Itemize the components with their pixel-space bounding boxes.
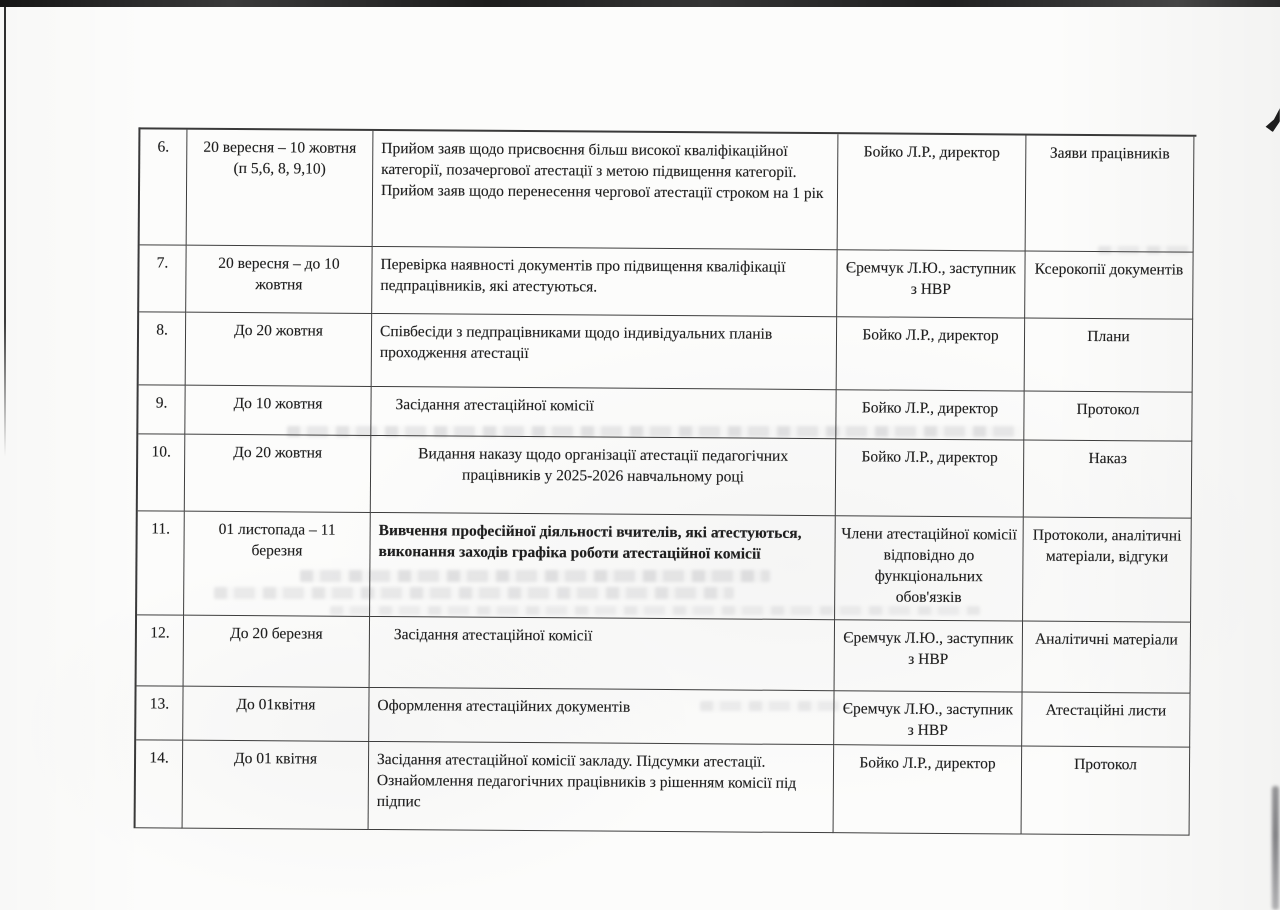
date-cell: До 10 жовтня [185,386,371,436]
output-document-cell: Наказ [1024,441,1193,519]
scanner-top-edge-bar [0,0,1280,7]
table-row [139,245,1195,319]
pen-mark-right-edge [1264,108,1280,132]
date-cell: До 20 жовтня [185,435,372,513]
row-number-cell: 14. [136,740,184,828]
responsible-cell: Єремчук Л.Ю., заступник з НВР [835,620,1023,692]
output-document-cell: Протокол [1024,392,1192,442]
row-number-cell: 10. [138,434,186,511]
activity-cell: Прийом заяв щодо присвоєння більш високої кваліфікаційної категорії, позачергової атестації з метою підвищення категорії. Прийом заяв щодо перенесення чергової атестації строком на 1 рік [373,131,839,250]
row-number-cell: 11. [137,511,185,615]
activity-cell: Співбесіди з педпрацівниками щодо індивідуальних планів проходження атестації [372,314,837,390]
activity-cell: Засідання атестаційної комісії закладу. Підсумки атестації. Ознайомлення педагогічних працівників з рішенням комісії під підпис [369,742,835,833]
responsible-cell: Члени атестаційної комісії відповідно до функціональних обов'язків [835,516,1024,621]
responsible-cell: Бойко Л.Р., директор [838,134,1027,251]
activity-cell: Вивчення професійної діяльності вчителів, які атестуються, виконання заходів графіка роботи атестаційної комісії [370,513,836,620]
responsible-cell: Єремчук Л.Ю., заступник з НВР [837,250,1025,318]
table-row [138,385,1194,441]
date-cell: До 01квітня [183,687,369,742]
table-row [140,129,1197,252]
row-number-cell: 12. [137,615,184,686]
date-cell: 20 вересня – до 10 жовтня [186,246,372,314]
output-document-cell: Заяви працівників [1026,136,1195,253]
responsible-cell: Бойко Л.Р., директор [834,745,1023,834]
row-number-cell: 8. [139,312,187,385]
output-document-cell: Протоколи, аналітичні матеріали, відгуки [1023,518,1192,623]
responsible-cell: Бойко Л.Р., директор [836,390,1024,440]
scanner-right-edge-streak [1272,786,1279,910]
table-row [137,615,1193,693]
responsible-cell: Єремчук Л.Ю., заступник з НВР [834,691,1022,746]
activity-cell: Видання наказу щодо організації атестації педагогічних працівників у 2025-2026 навчальному році [371,436,837,516]
activity-cell: Засідання атестаційної комісії [370,617,835,691]
output-document-cell: Плани [1025,319,1194,393]
row-number-cell: 13. [136,686,183,740]
date-cell: 01 листопада – 11 березня [184,512,371,617]
row-number-cell: 9. [138,385,185,434]
output-document-cell: Атестаційні листи [1022,693,1190,748]
scanner-left-edge-line [4,7,6,457]
row-number-cell: 6. [140,129,188,245]
date-cell: 20 вересня – 10 жовтня (п 5,6, 8, 9,10) [187,130,374,247]
date-cell: До 01 квітня [183,741,370,830]
responsible-cell: Бойко Л.Р., директор [837,317,1026,391]
table-row [139,312,1195,392]
output-document-cell: Протокол [1022,746,1191,835]
output-document-cell: Аналітичні матеріали [1023,622,1191,694]
activity-cell: Перевірка наявності документів про підвищення кваліфікації педпрацівників, які атестуються. [372,247,837,317]
activity-cell: Оформлення атестаційних документів [369,688,834,745]
table-row [136,686,1192,747]
activity-cell: Засідання атестаційної комісії [371,387,836,439]
table-row [137,511,1194,622]
row-number-cell: 7. [139,245,186,312]
output-document-cell: Ксерокопії документів [1025,252,1193,320]
table-row [136,740,1193,835]
attestation-schedule-table [134,127,1197,835]
date-cell: До 20 березня [184,616,370,688]
table-row [138,434,1195,518]
responsible-cell: Бойко Л.Р., директор [836,439,1025,517]
date-cell: До 20 жовтня [186,313,373,387]
